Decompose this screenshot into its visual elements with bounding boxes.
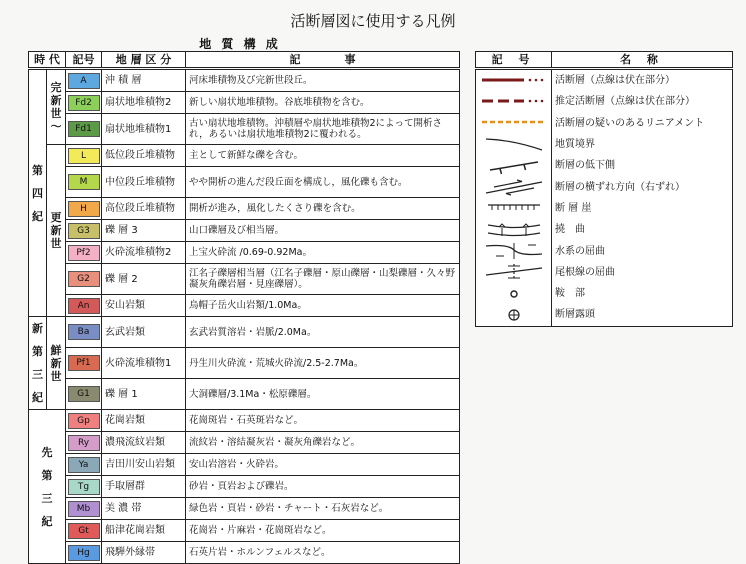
legend-label: 断 層 崖 xyxy=(552,198,733,219)
era-pre_tertiary xyxy=(29,410,66,564)
table-row xyxy=(29,317,460,348)
era-char: 第 xyxy=(41,468,53,482)
unit-name: 礫 層 2 xyxy=(102,264,186,295)
legend-label: 水系の屈曲 xyxy=(552,240,733,261)
unit-symbol: Tg xyxy=(68,479,100,495)
table-row xyxy=(29,145,460,167)
unit-description: 花崗斑岩・石英斑岩など。 xyxy=(186,410,460,432)
unit-name: 玄武岩類 xyxy=(102,317,186,348)
table-row xyxy=(29,410,460,432)
era-char: 四 xyxy=(32,186,43,200)
unit-name: 船津花崗岩類 xyxy=(102,520,186,542)
legend-symbol-cell xyxy=(476,176,552,197)
lineament-icon xyxy=(478,114,550,132)
legend-row xyxy=(476,134,733,155)
unit-symbol: Gt xyxy=(68,523,100,539)
unit-name: 安山岩類 xyxy=(102,295,186,317)
unit-symbol: Hg xyxy=(68,545,100,561)
active-fault-icon xyxy=(478,72,550,90)
unit-description: 石英片岩・ホルンフェルスなど。 xyxy=(186,542,460,564)
era-char: 紀 xyxy=(32,209,43,223)
unit-description: 河床堆積物及び完新世段丘。 xyxy=(186,69,460,92)
legend-row xyxy=(476,219,733,240)
unit-name: 花崗岩類 xyxy=(102,410,186,432)
era-holocene xyxy=(47,69,66,145)
legend-symbol-cell xyxy=(476,69,552,92)
legend-label: 断層の横ずれ方向（右ずれ） xyxy=(552,176,733,197)
unit-name: 沖 積 層 xyxy=(102,69,186,92)
legend-label: 推定活断層（点線は伏在部分） xyxy=(552,91,733,112)
unit-symbol-cell xyxy=(66,410,102,432)
legend-symbol-cell xyxy=(476,240,552,261)
unit-description: 緑色岩・頁岩・砂岩・チャート・石灰岩など。 xyxy=(186,498,460,520)
unit-name: 中位段丘堆積物 xyxy=(102,167,186,198)
stream-offset-icon xyxy=(478,242,550,260)
era-char: 第 xyxy=(32,345,43,358)
legend-symbol-cell xyxy=(476,155,552,176)
era-char: 新 xyxy=(50,94,62,107)
era-pliocene xyxy=(47,317,66,410)
unit-symbol-cell xyxy=(66,242,102,264)
unit-symbol-cell xyxy=(66,198,102,220)
unit-symbol-cell xyxy=(66,264,102,295)
unit-name: 高位段丘堆積物 xyxy=(102,198,186,220)
era-char: 三 xyxy=(32,368,43,381)
unit-name: 扇状地堆積物2 xyxy=(102,92,186,114)
unit-symbol: H xyxy=(68,201,100,217)
legend-row xyxy=(476,91,733,112)
unit-name: 礫 層 1 xyxy=(102,379,186,410)
unit-description: 砂岩・頁岩および礫岩。 xyxy=(186,476,460,498)
unit-description: 主として新鮮な礫を含む。 xyxy=(186,145,460,167)
unit-symbol-cell xyxy=(66,317,102,348)
unit-symbol: Pf2 xyxy=(68,245,100,261)
unit-symbol-cell xyxy=(66,220,102,242)
legend-header-name: 名 称 xyxy=(552,52,733,69)
era-neogene xyxy=(29,317,47,410)
legend-symbol-cell xyxy=(476,283,552,304)
unit-symbol: Ya xyxy=(68,457,100,473)
legend-symbol-cell xyxy=(476,113,552,134)
unit-symbol: Ry xyxy=(68,435,100,451)
legend-table xyxy=(475,51,733,327)
table-row xyxy=(29,432,460,454)
unit-description: 開析が進み，風化したくさり礫を含む。 xyxy=(186,198,460,220)
legend-row xyxy=(476,113,733,134)
era-char: 〜 xyxy=(50,120,62,133)
table-row xyxy=(29,69,460,92)
legend-header-symbol: 記 号 xyxy=(476,52,552,69)
legend-symbol-cell xyxy=(476,198,552,219)
unit-symbol: M xyxy=(68,174,100,190)
header-notes: 記 事 xyxy=(186,52,460,69)
table-row xyxy=(29,167,460,198)
unit-name: 手取層群 xyxy=(102,476,186,498)
unit-name: 低位段丘堆積物 xyxy=(102,145,186,167)
header-age: 時 代 xyxy=(29,52,66,69)
unit-symbol: Ba xyxy=(68,324,100,340)
header-symbol: 記号 xyxy=(66,52,102,69)
unit-name: 吉田川安山岩類 xyxy=(102,454,186,476)
unit-description: 上宝火砕流 /0.69-0.92Ma。 xyxy=(186,242,460,264)
unit-symbol: A xyxy=(68,73,100,89)
stratigraphy-table xyxy=(28,51,460,564)
table-row xyxy=(29,295,460,317)
era-char: 完 xyxy=(50,81,62,94)
unit-description: 花崗岩・片麻岩・花崗斑岩など。 xyxy=(186,520,460,542)
unit-symbol: G1 xyxy=(68,386,100,402)
unit-symbol-cell xyxy=(66,520,102,542)
fault-outcrop-icon xyxy=(478,306,550,324)
legend-label: 尾根線の屈曲 xyxy=(552,262,733,283)
table-row xyxy=(29,198,460,220)
table-row xyxy=(29,114,460,145)
table-row xyxy=(29,348,460,379)
era-pleistocene xyxy=(47,145,66,317)
table-row xyxy=(29,542,460,564)
legend-row xyxy=(476,176,733,197)
unit-symbol-cell xyxy=(66,476,102,498)
era-char: 新 xyxy=(50,224,62,237)
era-char: 世 xyxy=(50,369,62,383)
era-char: 先 xyxy=(41,445,53,459)
unit-description: 流紋岩・溶結凝灰岩・凝灰角礫岩など。 xyxy=(186,432,460,454)
inferred-fault-icon xyxy=(478,93,550,111)
unit-description: 丹生川火砕流・荒城火砕流/2.5-2.7Ma。 xyxy=(186,348,460,379)
unit-description: 山口礫層及び相当層。 xyxy=(186,220,460,242)
flexure-icon xyxy=(478,221,550,239)
legend-symbol-cell xyxy=(476,304,552,326)
unit-symbol-cell xyxy=(66,454,102,476)
ridge-offset-icon xyxy=(478,263,550,281)
unit-name: 火砕流堆積物2 xyxy=(102,242,186,264)
legend-label: 撓 曲 xyxy=(552,219,733,240)
unit-description: 新しい扇状地堆積物。谷底堆積物を含む。 xyxy=(186,92,460,114)
table-row xyxy=(29,520,460,542)
unit-name: 扇状地堆積物1 xyxy=(102,114,186,145)
unit-description: 安山岩溶岩・火砕岩。 xyxy=(186,454,460,476)
table-row xyxy=(29,379,460,410)
unit-description: やや開析の進んだ段丘面を構成し，風化礫も含む。 xyxy=(186,167,460,198)
legend-row xyxy=(476,304,733,326)
legend-symbol-cell xyxy=(476,134,552,155)
unit-symbol: An xyxy=(68,298,100,314)
unit-name: 火砕流堆積物1 xyxy=(102,348,186,379)
legend-symbol-cell xyxy=(476,91,552,112)
unit-symbol-cell xyxy=(66,432,102,454)
strike-slip-icon xyxy=(478,178,550,196)
legend-label: 鞍 部 xyxy=(552,283,733,304)
unit-symbol: Fd1 xyxy=(68,121,100,137)
legend-row xyxy=(476,198,733,219)
table-row xyxy=(29,264,460,295)
table-row xyxy=(29,92,460,114)
unit-symbol-cell xyxy=(66,145,102,167)
unit-symbol: G3 xyxy=(68,223,100,239)
legend-symbol-cell xyxy=(476,219,552,240)
era-char: 新 xyxy=(32,322,43,335)
unit-symbol: Gp xyxy=(68,413,100,429)
unit-symbol-cell xyxy=(66,167,102,198)
legend-row xyxy=(476,69,733,92)
unit-symbol-cell xyxy=(66,379,102,410)
era-char: 紀 xyxy=(41,514,53,528)
table-row xyxy=(29,498,460,520)
era-char: 世 xyxy=(50,107,62,120)
unit-symbol-cell xyxy=(66,498,102,520)
unit-symbol: Mb xyxy=(68,501,100,517)
unit-description: 江名子礫層相当層（江名子礫層・原山礫層・山梨礫層・久々野凝灰角礫岩層・見座礫層）。 xyxy=(186,264,460,295)
unit-symbol: L xyxy=(68,148,100,164)
unit-symbol: G2 xyxy=(68,271,100,287)
era-char: 三 xyxy=(41,491,53,505)
unit-symbol: Fd2 xyxy=(68,95,100,111)
legend-row xyxy=(476,240,733,261)
table-row xyxy=(29,476,460,498)
table-row xyxy=(29,454,460,476)
legend-label: 地質境界 xyxy=(552,134,733,155)
era-char: 第 xyxy=(32,163,43,177)
unit-name: 礫 層 3 xyxy=(102,220,186,242)
legend-symbol-cell xyxy=(476,262,552,283)
unit-description: 玄武岩質溶岩・岩脈/2.0Ma。 xyxy=(186,317,460,348)
legend-label: 活断層（点線は伏在部分） xyxy=(552,69,733,92)
unit-description: 古い扇状地堆積物。沖積層や扇状地堆積物2によって開析され，あるいは扇状地堆積物2に覆われる。 xyxy=(186,114,460,145)
unit-name: 美 濃 帯 xyxy=(102,498,186,520)
unit-symbol-cell xyxy=(66,542,102,564)
table-row xyxy=(29,242,460,264)
unit-name: 飛騨外縁帯 xyxy=(102,542,186,564)
legend-row xyxy=(476,283,733,304)
legend-label: 断層露頭 xyxy=(552,304,733,326)
unit-symbol-cell xyxy=(66,295,102,317)
geologic-boundary-icon xyxy=(478,136,550,154)
legend-label: 活断層の疑いのあるリニアメント xyxy=(552,113,733,134)
unit-symbol-cell xyxy=(66,114,102,145)
legend-label: 断層の低下側 xyxy=(552,155,733,176)
unit-symbol-cell xyxy=(66,348,102,379)
era-quaternary xyxy=(29,69,47,317)
era-char: 更 xyxy=(50,211,62,224)
era-char: 紀 xyxy=(32,391,43,404)
unit-description: 烏帽子岳火山岩類/1.0Ma。 xyxy=(186,295,460,317)
downthrown-side-icon xyxy=(478,157,550,175)
unit-name: 濃飛流紋岩類 xyxy=(102,432,186,454)
table-row xyxy=(29,220,460,242)
legend-row xyxy=(476,155,733,176)
saddle-icon xyxy=(478,285,550,303)
unit-symbol-cell xyxy=(66,69,102,92)
era-char: 鮮 xyxy=(50,343,62,357)
unit-symbol: Pf1 xyxy=(68,355,100,371)
unit-description: 大洞礫層/3.1Ma・松原礫層。 xyxy=(186,379,460,410)
header-unit: 地 層 区 分 xyxy=(102,52,186,69)
unit-symbol-cell xyxy=(66,92,102,114)
era-char: 新 xyxy=(50,356,62,370)
page-title: 活断層図に使用する凡例 xyxy=(290,12,456,30)
fault-scarp-icon xyxy=(478,199,550,217)
legend-row xyxy=(476,262,733,283)
era-char: 世 xyxy=(50,237,62,250)
section-title: 地 質 構 成 xyxy=(199,37,281,51)
